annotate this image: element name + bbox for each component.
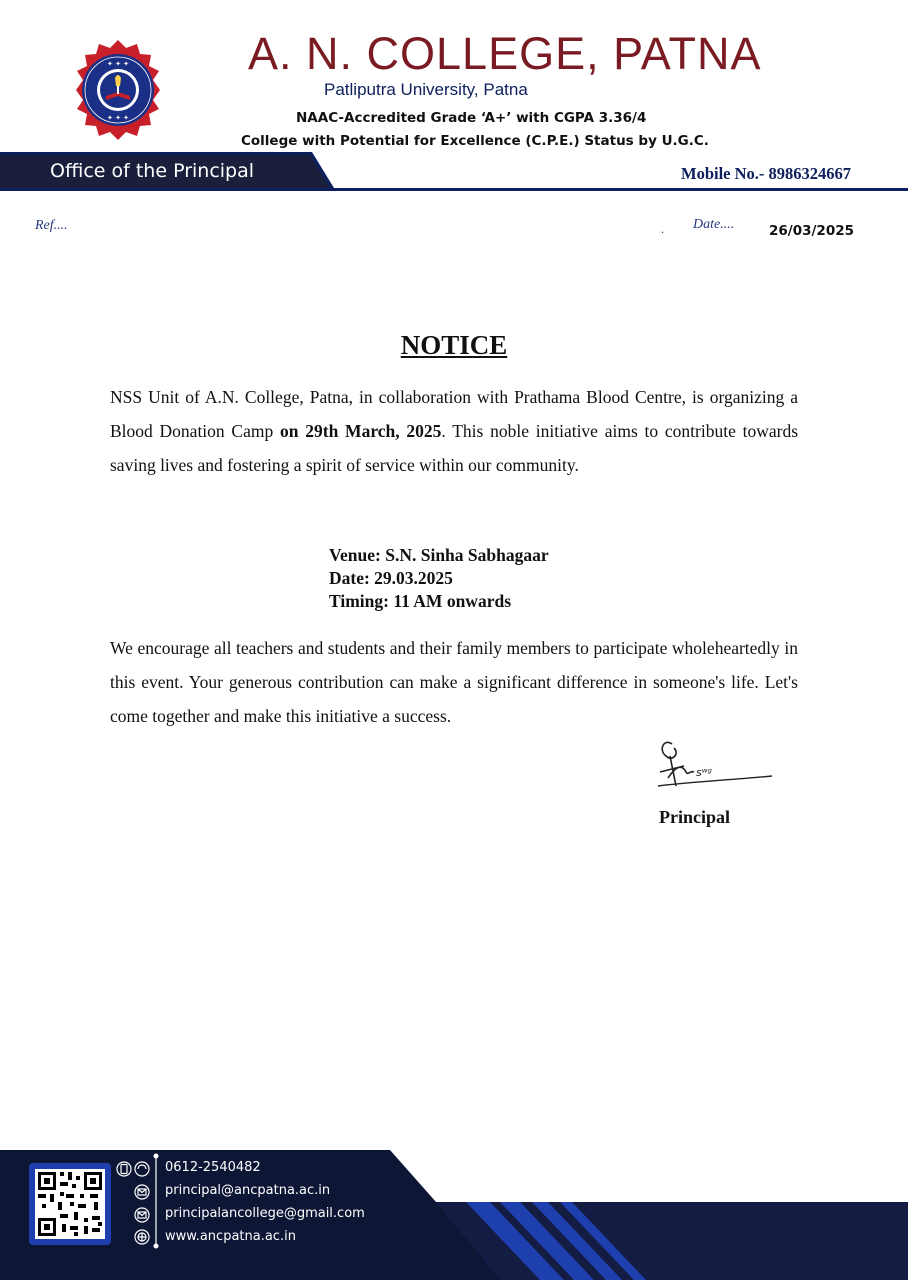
footer-website-link[interactable]: www.ancpatna.ac.in bbox=[165, 1229, 296, 1244]
para1-date-bold: on 29th March, 2025 bbox=[280, 421, 442, 441]
dot-mark: . bbox=[661, 222, 664, 236]
footer-email-gmail[interactable]: principalancollege@gmail.com bbox=[165, 1206, 365, 1221]
svg-text:sʷᵍ: sʷᵍ bbox=[696, 766, 712, 779]
footer-phone: 0612-2540482 bbox=[165, 1160, 261, 1175]
qr-code-icon[interactable] bbox=[29, 1163, 111, 1245]
college-emblem-icon bbox=[66, 38, 170, 142]
date-label: Date.... bbox=[693, 217, 735, 232]
cpe-status-line: College with Potential for Excellence (C.P.E.) Status by U.G.C. bbox=[241, 133, 709, 149]
timing-line: Timing: 11 AM onwards bbox=[329, 591, 511, 611]
notice-title: NOTICE bbox=[400, 330, 508, 360]
email-icon bbox=[135, 1208, 149, 1222]
svg-text:✦ ✦ ✦: ✦ ✦ ✦ bbox=[106, 114, 130, 122]
contact-icons bbox=[112, 1157, 162, 1249]
email-icon bbox=[135, 1185, 149, 1199]
signatory-title: Principal bbox=[659, 807, 730, 827]
date-value: 26/03/2025 bbox=[769, 223, 855, 239]
mobile-number: Mobile No.- 8986324667 bbox=[681, 164, 852, 183]
para1-text-a: NSS Unit of A.N. College, Patna, in collaboration with Prathama Blood Centre, is organizing a Blood Donation Camp bbox=[110, 387, 798, 441]
college-name: A. N. COLLEGE, PATNA bbox=[248, 28, 762, 79]
notice-paragraph-2: We encourage all teachers and students and their family members to participate wholeheartedly in this event. Your generous contribution can make a significant difference in someone's life. Let's come together and make this initiative a success. bbox=[110, 638, 798, 726]
accreditation-line: NAAC-Accredited Grade ‘A+’ with CGPA 3.36/4 bbox=[296, 110, 647, 126]
globe-icon bbox=[135, 1230, 149, 1244]
svg-text:✦ ✦ ✦: ✦ ✦ ✦ bbox=[106, 60, 130, 68]
university-name: Patliputra University, Patna bbox=[324, 80, 528, 99]
venue-line: Venue: S.N. Sinha Sabhagaar bbox=[329, 545, 549, 565]
phone-icon bbox=[117, 1162, 149, 1176]
ref-label: Ref.... bbox=[35, 218, 68, 233]
office-label: Office of the Principal bbox=[50, 160, 255, 182]
footer-email-official[interactable]: principal@ancpatna.ac.in bbox=[165, 1183, 331, 1198]
event-date-line: Date: 29.03.2025 bbox=[329, 568, 453, 588]
para1-text-b: . This noble initiative aims to contribute towards saving lives and fostering a spirit of service within our community. bbox=[110, 421, 799, 475]
notice-paragraph-1 bbox=[110, 380, 798, 482]
principal-signature bbox=[650, 736, 780, 794]
